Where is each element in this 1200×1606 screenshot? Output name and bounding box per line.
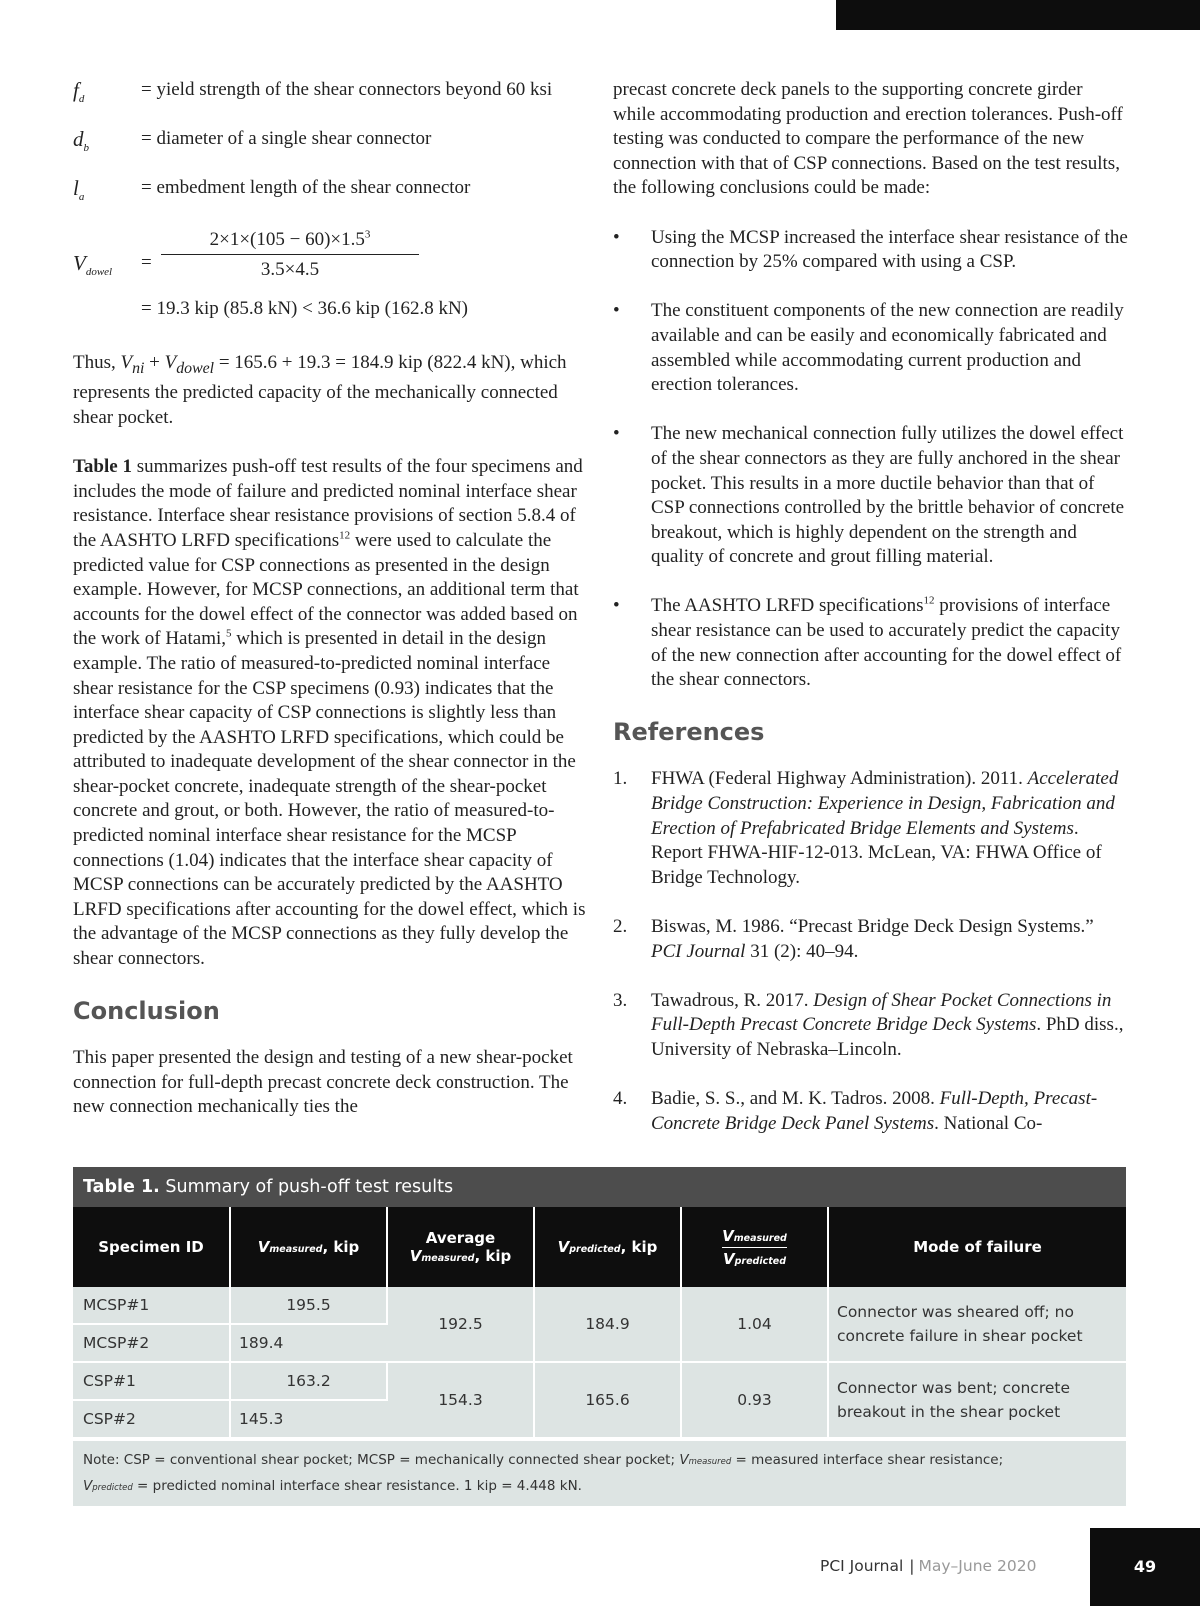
formula-symbol: $V_{dowel}$ xyxy=(73,251,113,279)
top-black-bar xyxy=(836,0,1200,30)
formula-equals: = xyxy=(141,252,152,273)
reference-number: 4. xyxy=(613,1088,628,1110)
reference-item: 1. FHWA (Federal Highway Administration). 2011. Accelerated Bridge Construction: Experience in Design, Fabrication and Erection of Prefabricated Bridge Elements and Systems. Report FHWA-HIF-12-013. McLean, VA: FHWA Office of Bridge Technology. xyxy=(613,768,1119,888)
page-number: 49 xyxy=(1090,1528,1200,1606)
dowel-formula xyxy=(73,225,588,351)
reference-number: 1. xyxy=(613,768,628,790)
cell-measured: 189.4 xyxy=(230,1324,387,1362)
references-heading: References xyxy=(613,718,765,747)
bullet-item: • The AASHTO LRFD specifications$^{12}$ provisions of interface shear resistance can be used to accurately predict the capacity of the new connection after accounting for the dowel effect of the shear connectors. xyxy=(613,595,1122,691)
journal-name: PCI Journal xyxy=(820,1557,904,1575)
cell-mode: Connector was bent; concrete breakout in the shear pocket xyxy=(828,1362,1126,1438)
paragraph-continuation: precast concrete deck panels to the supporting concrete girder while accommodating production and erection tolerances. Push-off testing was conducted to compare the performance of the new connection with that of CSP connections. Based on the test results, the following conclusions could be made: xyxy=(613,79,1123,199)
issue-date: May–June 2020 xyxy=(918,1557,1037,1575)
references-list xyxy=(613,767,1128,1136)
table-note: Note: CSP = conventional shear pocket; MCSP = mechanically connected shear pocket; Vmeasured = measured interface shear resistance; Vpredicted = predicted nominal interface shear resistance. 1 kip = 4.448 kN. xyxy=(73,1439,1126,1506)
cell-specimen-id: MCSP#2 xyxy=(73,1324,230,1362)
cell-measured: 145.3 xyxy=(230,1400,387,1438)
table-reference: Table 1 xyxy=(73,456,132,478)
cell-average: 154.3 xyxy=(387,1362,534,1438)
formula-numerator: $2\times 1\times(105 - 60)\times 1.5^3$ xyxy=(161,228,419,255)
bullet-item: • Using the MCSP increased the interface shear resistance of the connection by 25% compared with using a CSP. xyxy=(613,226,1128,273)
table-row xyxy=(73,1362,1126,1400)
bullet-mark: • xyxy=(613,595,620,617)
header-ratio: $\frac{\text{Vmeasured}}{\text{Vpredicted}}$ xyxy=(681,1207,828,1287)
bullet-item: • The new mechanical connection fully utilizes the dowel effect of the shear connectors as they are fully anchored in the shear pocket. This results in a more ductile behavior than that of CSP connections controlled by the brittle behavior of concrete breakout, which is highly dependent on the strength and quality of concrete and grout filling material. xyxy=(613,423,1125,568)
table-caption: Table 1. Summary of push-off test results xyxy=(73,1167,1126,1207)
reference-number: 2. xyxy=(613,916,628,937)
header-v-measured: Vmeasured, kip xyxy=(230,1207,387,1287)
results-grid xyxy=(73,1207,1126,1439)
definition-fd xyxy=(73,78,588,127)
bullet-mark: • xyxy=(613,300,620,322)
definition-symbol: $l_a$ xyxy=(73,176,85,204)
right-column xyxy=(613,78,1128,1161)
bullet-mark: • xyxy=(613,226,620,248)
cell-specimen-id: CSP#2 xyxy=(73,1400,230,1438)
results-table xyxy=(73,1167,1126,1506)
cell-mode: Connector was sheared off; no concrete failure in shear pocket xyxy=(828,1287,1126,1362)
conclusion-bullets xyxy=(613,226,1128,693)
cell-measured: 163.2 xyxy=(230,1362,387,1400)
formula-result: = 19.3 kip (85.8 kN) < 36.6 kip (162.8 kN) xyxy=(141,298,468,319)
definition-text: = yield strength of the shear connectors beyond 60 ksi xyxy=(141,79,553,100)
header-average-v-measured: Average Vmeasured, kip xyxy=(387,1207,534,1287)
paragraph-conclusion: This paper presented the design and testing of a new shear-pocket connection for full-depth precast concrete deck construction. The new connection mechanically ties the xyxy=(73,1047,573,1118)
table-row xyxy=(73,1287,1126,1324)
header-specimen-id: Specimen ID xyxy=(73,1207,230,1287)
header-v-predicted: Vpredicted, kip xyxy=(534,1207,681,1287)
bullet-item: • The constituent components of the new connection are readily available and can be easily and economically fabricated and assembled while accommodating current production and erection tolerances. xyxy=(613,300,1124,396)
cell-measured: 195.5 xyxy=(230,1287,387,1324)
cell-predicted: 184.9 xyxy=(534,1287,681,1362)
cell-specimen-id: MCSP#1 xyxy=(73,1287,230,1324)
footer-separator: | xyxy=(909,1557,915,1575)
definition-symbol: $f_d$ xyxy=(73,78,85,106)
definition-text: = embedment length of the shear connector xyxy=(141,177,471,198)
paragraph-capacity: Thus, $V_{ni} + V_{dowel} = 165.6 + 19.3 = 184.9$ kip (822.4 kN), which represents the predicted capacity of the mechanically connected shear pocket. xyxy=(73,352,567,428)
cell-predicted: 165.6 xyxy=(534,1362,681,1438)
paragraph-table-summary: Table 1 summarizes push-off test results of the four specimens and includes the mode of failure and predicted nominal interface shear resistance. Interface shear resistance provisions of section 5.8.4 of the AASHTO LRFD specifications$^{12}$ were used to calculate the predicted value for CSP connections as presented in the design example. However, for MCSP connections, an additional term that accounts for the dowel effect of the connector was added based on the work of Hatami,$^5$ which is presented in detail in the design example. The ratio of measured-to-predicted nominal interface shear resistance for the CSP specimens (0.93) indicates that the interface shear capacity of CSP connections is slightly less than predicted by the AASHTO LRFD specifications, which could be attributed to inadequate development of the shear connector in the shear-pocket concrete, inadequate strength of the shear-pocket concrete and grout, or both. However, the ratio of measured-to-predicted nominal interface shear resistance for the MCSP connections (1.04) indicates that the interface shear capacity of MCSP connections can be accurately predicted by the AASHTO LRFD specifications after accounting for the dowel effect, which is the advantage of the MCSP connections as they fully develop the shear connectors. xyxy=(73,456,586,970)
definition-symbol: $d_b$ xyxy=(73,127,89,155)
conclusion-heading: Conclusion xyxy=(73,997,220,1026)
header-mode-of-failure: Mode of failure xyxy=(828,1207,1126,1287)
left-column xyxy=(73,78,588,1120)
cell-ratio: 0.93 xyxy=(681,1362,828,1438)
cell-ratio: 1.04 xyxy=(681,1287,828,1362)
definition-la xyxy=(73,176,588,225)
page-footer xyxy=(820,1557,1036,1575)
formula-denominator: 3.5×4.5 xyxy=(260,259,320,280)
definition-text: = diameter of a single shear connector xyxy=(141,128,432,149)
reference-number: 3. xyxy=(613,989,628,1011)
table-header-row xyxy=(73,1207,1126,1287)
reference-item: 4. Badie, S. S., and M. K. Tadros. 2008. Full-Depth, Precast-Concrete Bridge Deck Panel Systems. National Co- xyxy=(613,1088,1098,1134)
reference-item: 2. Biswas, M. 1986. “Precast Bridge Deck Design Systems.” PCI Journal 31 (2): 40–94. xyxy=(613,916,1094,962)
reference-item: 3. Tawadrous, R. 2017. Design of Shear Pocket Connections in Full-Depth Precast Concrete Bridge Deck Systems. PhD diss., University of Nebraska–Lincoln. xyxy=(613,989,1124,1060)
definition-db xyxy=(73,127,588,176)
bullet-mark: • xyxy=(613,423,620,445)
cell-average: 192.5 xyxy=(387,1287,534,1362)
cell-specimen-id: CSP#1 xyxy=(73,1362,230,1400)
